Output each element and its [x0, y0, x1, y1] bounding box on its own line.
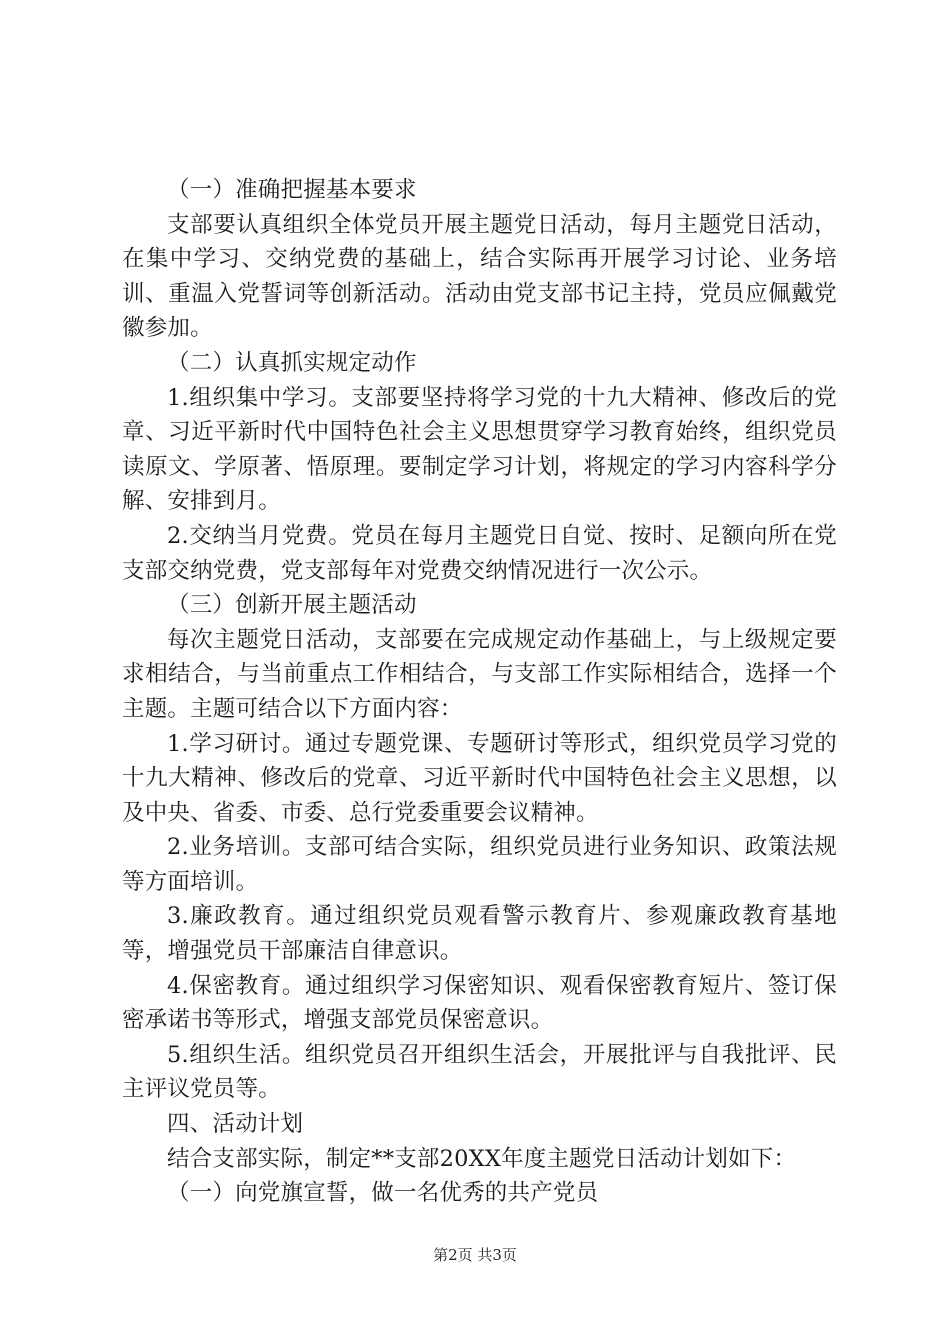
section-heading-3: （三）创新开展主题活动 [167, 592, 417, 619]
paragraph-1: 支部要认真组织全体党员开展主题党日活动，每月主题党日活动，在集中学习、交纳党费的基础上，结合实际再开展学习讨论、业务培训、重温入党誓词等创新活动。活动由党支部书记主持，党员应佩戴党徽参加。 [122, 211, 837, 342]
paragraph-5: 1.学习研讨。通过专题党课、专题研讨等形式，组织党员学习党的十九大精神、修改后的党章、习近平新时代中国特色社会主义思想，以及中央、省委、市委、总行党委重要会议精神。 [122, 730, 837, 826]
paragraph-4: 每次主题党日活动，支部要在完成规定动作基础上，与上级规定要求相结合，与当前重点工作相结合，与支部工作实际相结合，选择一个主题。主题可结合以下方面内容： [122, 626, 837, 722]
paragraph-8: 4.保密教育。通过组织学习保密知识、观看保密教育短片、签订保密承诺书等形式，增强支部党员保密意识。 [122, 972, 837, 1034]
section-heading-5: （一）向党旗宣誓，做一名优秀的共产党员 [167, 1180, 599, 1207]
paragraph-6: 2.业务培训。支部可结合实际，组织党员进行业务知识、政策法规等方面培训。 [122, 834, 837, 895]
section-title-4: 四、活动计划 [167, 1111, 304, 1138]
page-footer: 第2页 共3页 [433, 1246, 517, 1264]
document-body [122, 173, 837, 1211]
paragraph-7: 3.廉政教育。通过组织党员观看警示教育片、参观廉政教育基地等，增强党员干部廉洁自律意识。 [122, 903, 837, 965]
paragraph-2: 1.组织集中学习。支部要坚持将学习党的十九大精神、修改后的党章、习近平新时代中国特色社会主义思想贯穿学习教育始终，组织党员读原文、学原著、悟原理。要制定学习计划，将规定的学习内容科学分解、安排到月。 [122, 384, 837, 515]
section-heading-1: （一）准确把握基本要求 [167, 177, 417, 203]
paragraph-10: 结合支部实际，制定**支部20XX年度主题党日活动计划如下： [167, 1145, 797, 1172]
paragraph-3: 2.交纳当月党费。党员在每月主题党日自觉、按时、足额向所在党支部交纳党费，党支部每年对党费交纳情况进行一次公示。 [122, 522, 837, 584]
section-heading-2: （二）认真抓实规定动作 [167, 349, 417, 376]
paragraph-9: 5.组织生活。组织党员召开组织生活会，开展批评与自我批评、民主评议党员等。 [122, 1041, 837, 1103]
